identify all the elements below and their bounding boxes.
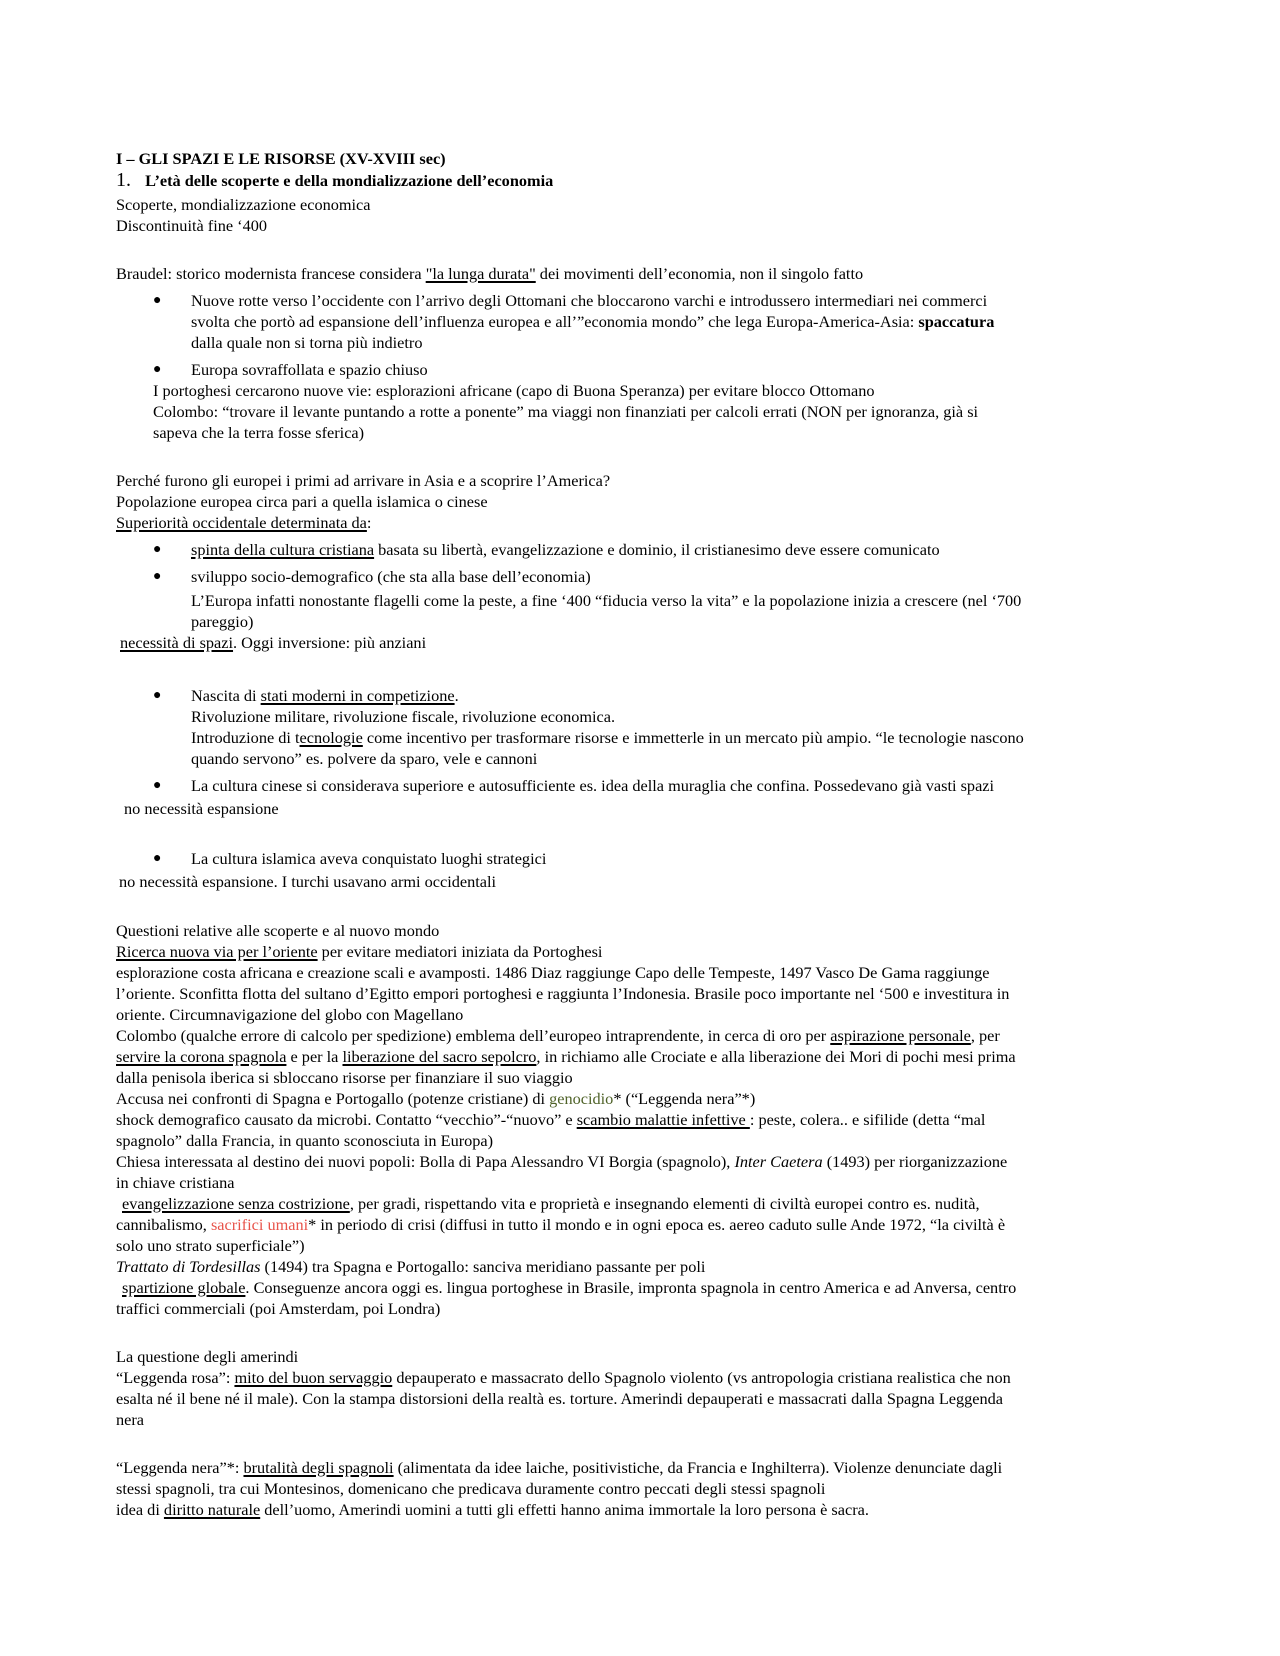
rotte-bold: spaccatura (918, 312, 995, 331)
cristiana-underlined: spinta della cultura cristiana (191, 540, 375, 559)
europa-line-1: Europa sovraffollata e spazio chiuso (191, 360, 428, 379)
amerindi-text: “Leggenda rosa”: (116, 1368, 235, 1387)
socio-line-2: L’Europa infatti nonostante flagelli come la peste, a fine ‘400 “fiducia verso la vita” e la popolazione inizia a crescere (nel ‘700 (191, 591, 1022, 610)
amerindi-line-2 (116, 1367, 1011, 1388)
trattato-italic: Trattato di Tordesillas (116, 1257, 261, 1276)
socio-line-4 (116, 632, 426, 653)
europa-line-3: Colombo: “trovare il levante puntando a rotte a ponente” ma viaggi non finanziati per calcoli errati (NON per ignoranza, già si (153, 402, 979, 421)
nera-text: “Leggenda nera”*: (116, 1458, 244, 1477)
chiesa-cannibal: cannibalismo, (116, 1215, 211, 1234)
bullet-icon: ● (153, 688, 162, 703)
amerindi-text-end: depauperato e massacrato dello Spagnolo violento (vs antropologia cristiana realistica che non (392, 1368, 1011, 1387)
braudel-paragraph (116, 263, 863, 284)
questioni-line-3: esplorazione costa africana e creazione scali e avamposti. 1486 Diaz raggiunge Capo delle Tempeste, 1497 Vasco De Gama raggiunge (116, 963, 990, 982)
colombo-line-1 (116, 1025, 1000, 1046)
colombo-line-3: dalla penisola iberica si sbloccano risorse per finanziare il suo viaggio (116, 1068, 573, 1087)
stati-tech-post: come incentivo per trasformare risorse e immetterle in un mercato più ampio. “le tecnologie nascono (362, 728, 1024, 747)
colombo-underlined: aspirazione personale (830, 1026, 971, 1045)
braudel-text: Braudel: storico modernista francese considera (116, 264, 426, 283)
chiesa-line-4-text: * in periodo di crisi (diffusi in tutto il mondo e in ogni epoca es. aereo caduto sulle Ande 1972, “la civiltà è (308, 1215, 1006, 1234)
accusa-shock: shock demografico causato da microbi. Contatto “vecchio”-“nuovo” e (116, 1110, 577, 1129)
perche-line-1: Perché furono gli europei i primi ad arrivare in Asia e a scoprire l’America? (116, 471, 611, 490)
islamica-line-2: no necessità espansione. I turchi usavano armi occidentali (119, 872, 497, 891)
chiesa-line-3-text: , per gradi, rispettando vita e proprietà e insegnando elementi di civiltà europei contro es. nudità, (349, 1194, 980, 1213)
stati-line-2: Rivoluzione militare, rivoluzione fiscale, rivoluzione economica. (191, 707, 616, 726)
chiesa-line-4 (116, 1214, 1005, 1235)
accusa-underlined: scambio malattie infettive (576, 1110, 750, 1129)
amerindi-underlined: mito del buon servaggio (234, 1368, 393, 1387)
colombo-underlined-2: liberazione del sacro sepolcro (342, 1047, 537, 1066)
chapter-title: L’età delle scoperte e della mondializzazione dell’economia (145, 171, 554, 190)
cinese-line-2: no necessità espansione (124, 799, 279, 818)
accusa-green-word: genocidio (549, 1089, 614, 1108)
braudel-underlined: "la lunga durata" (425, 264, 536, 283)
nera-line-3-text: dell’uomo, Amerindi uomini a tutti gli effetti hanno anima immortale la loro persona è sacra. (260, 1500, 869, 1519)
nera-text-end: (alimentata da idee laiche, positivistiche, da Francia e Inghilterra). Violenze denunciate dagli (393, 1458, 1003, 1477)
bullet-icon: ● (153, 293, 162, 308)
europa-line-4: sapeva che la terra fosse sferica) (153, 423, 365, 442)
colombo-text-end: , per (970, 1026, 1000, 1045)
questioni-line-5: oriente. Circumnavigazione del globo con Magellano (116, 1005, 464, 1024)
bullet-icon: ● (153, 362, 162, 377)
braudel-text-end: dei movimenti dell’economia, non il singolo fatto (535, 264, 864, 283)
stati-line-4: quando servono” es. polvere da sparo, vele e cannoni (191, 749, 538, 768)
trattato-line-2 (116, 1277, 1016, 1298)
perche-line-2: Popolazione europea circa pari a quella islamica o cinese (116, 492, 488, 511)
chiesa-line-3 (116, 1193, 980, 1214)
socio-text: . Oggi inversione: più anziani (233, 633, 427, 652)
questioni-line-2 (116, 941, 602, 962)
rotte-text: svolta che portò ad espansione dell’influenza europea e all’”economia mondo” che lega Europa-America-Asia: (191, 312, 919, 331)
chiesa-underlined: evangelizzazione senza costrizione (122, 1194, 350, 1213)
perche-colon: : (366, 513, 372, 532)
bullet-icon: ● (153, 569, 162, 584)
amerindi-line-4: nera (116, 1410, 145, 1429)
accusa-line-1 (116, 1088, 755, 1109)
accusa-line-2 (116, 1109, 985, 1130)
trattato-line-1 (116, 1256, 705, 1277)
colombo-text: Colombo (qualche errore di calcolo per spedizione) emblema dell’europeo intraprendente, in cerca di oro per (116, 1026, 831, 1045)
nera-line-2: stessi spagnoli, tra cui Montesinos, domenicano che predicava duramente contro peccati degli stessi spagnoli (116, 1479, 826, 1498)
colombo-line-2-end: , in richiamo alle Crociate e alla liberazione dei Mori di pochi mesi prima (536, 1047, 1016, 1066)
section-title: I – GLI SPAZI E LE RISORSE (XV-XVIII sec) (116, 149, 446, 168)
accusa-line-3: spagnolo” dalla Francia, in quanto sconosciuta in Europa) (116, 1131, 494, 1150)
rotte-line-3: dalla quale non si torna più indietro (191, 333, 423, 352)
accusa-shock-end: : peste, colera.. e sifilide (detta “mal (749, 1110, 986, 1129)
trattato-underlined: spartizione globale (122, 1278, 246, 1297)
nera-line-1 (116, 1457, 1002, 1478)
cristiana-text: basata su libertà, evangelizzazione e dominio, il cristianesimo deve essere comunicato (374, 540, 940, 559)
colombo-line-2 (116, 1046, 1016, 1067)
accusa-text: Accusa nei confronti di Spagna e Portogallo (potenze cristiane) di (116, 1089, 550, 1108)
nera-underlined-2: diritto naturale (163, 1500, 261, 1519)
rotte-line-2 (191, 311, 994, 332)
cristiana-line (191, 539, 940, 560)
chapter-heading (116, 170, 553, 191)
islamica-line-1: La cultura islamica aveva conquistato luoghi strategici (191, 849, 547, 868)
bullet-icon: ● (153, 778, 162, 793)
socio-underlined: necessità di spazi (120, 633, 234, 652)
trattato-line-2-text: . Conseguenze ancora oggi es. lingua portoghese in Brasile, impronta spagnola in centro America e ad Anversa, centro (245, 1278, 1017, 1297)
intro-line-2: Discontinuità fine ‘400 (116, 216, 268, 235)
questioni-underlined: Ricerca nuova via per l’oriente (116, 942, 318, 961)
stati-underlined: stati moderni in competizione (260, 686, 455, 705)
nera-underlined: brutalità degli spagnoli (243, 1458, 394, 1477)
stati-line-3 (191, 727, 1024, 748)
trattato-line-3: traffici commerciali (poi Amsterdam, poi Londra) (116, 1299, 441, 1318)
chiesa-text: Chiesa interessata al destino dei nuovi popoli: Bolla di Papa Alessandro VI Borgia (spagnolo), (116, 1152, 735, 1171)
chiesa-line-1 (116, 1151, 1007, 1172)
perche-line-3 (116, 512, 371, 533)
chiesa-italic: Inter Caetera (734, 1152, 823, 1171)
rotte-line-1: Nuove rotte verso l’occidente con l’arrivo degli Ottomani che bloccarono varchi e introdussero intermediari nei commerci (191, 291, 988, 310)
cinese-line-1: La cultura cinese si considerava superiore e autosufficiente es. idea della muraglia che confina. Possedevano già vasti spazi (191, 776, 995, 795)
trattato-text: (1494) tra Spagna e Portogallo: sanciva meridiano passante per poli (260, 1257, 706, 1276)
socio-line-3: pareggio) (191, 612, 254, 631)
chiesa-red-words: sacrifici umani (210, 1215, 309, 1234)
colombo-underlined-1: servire la corona spagnola (116, 1047, 287, 1066)
stati-tech-underlined: ecnologie (299, 728, 363, 747)
stati-tech-pre: Introduzione di t (191, 728, 300, 747)
chiesa-text-end: (1493) per riorganizzazione (822, 1152, 1008, 1171)
stati-line-1 (191, 685, 459, 706)
amerindi-line-1: La questione degli amerindi (116, 1347, 299, 1366)
bullet-icon: ● (153, 542, 162, 557)
intro-line-1: Scoperte, mondializzazione economica (116, 195, 371, 214)
questioni-line-1: Questioni relative alle scoperte e al nuovo mondo (116, 921, 440, 940)
perche-underlined: Superiorità occidentale determinata da (116, 513, 367, 532)
chiesa-line-5: solo uno strato superficiale”) (116, 1236, 305, 1255)
socio-line-1: sviluppo socio-demografico (che sta alla base dell’economia) (191, 567, 591, 586)
questioni-line-4: l’oriente. Sconfitta flotta del sultano d’Egitto empori portoghesi e raggiunta l’Indonesia. Brasile poco importante nel ‘500 e investitura in (116, 984, 1010, 1003)
nera-idea: idea di (116, 1500, 164, 1519)
stati-text: Nascita di (191, 686, 261, 705)
stati-period: . (454, 686, 459, 705)
europa-line-2: I portoghesi cercarono nuove vie: esplorazioni africane (capo di Buona Speranza) per evitare blocco Ottomano (153, 381, 875, 400)
amerindi-line-3: esalta né il bene né il male). Con la stampa distorsioni della realtà es. torture. Amerindi depauperati e massacrati dalla Spagna Leggenda (116, 1389, 1004, 1408)
chapter-number: 1. (116, 169, 131, 191)
bullet-icon: ● (153, 851, 162, 866)
questioni-text: per evitare mediatori iniziata da Portoghesi (317, 942, 603, 961)
colombo-mid: e per la (286, 1047, 343, 1066)
chiesa-line-2: in chiave cristiana (116, 1173, 235, 1192)
accusa-text-end: * (“Leggenda nera”*) (613, 1089, 756, 1108)
nera-line-3 (116, 1499, 869, 1520)
